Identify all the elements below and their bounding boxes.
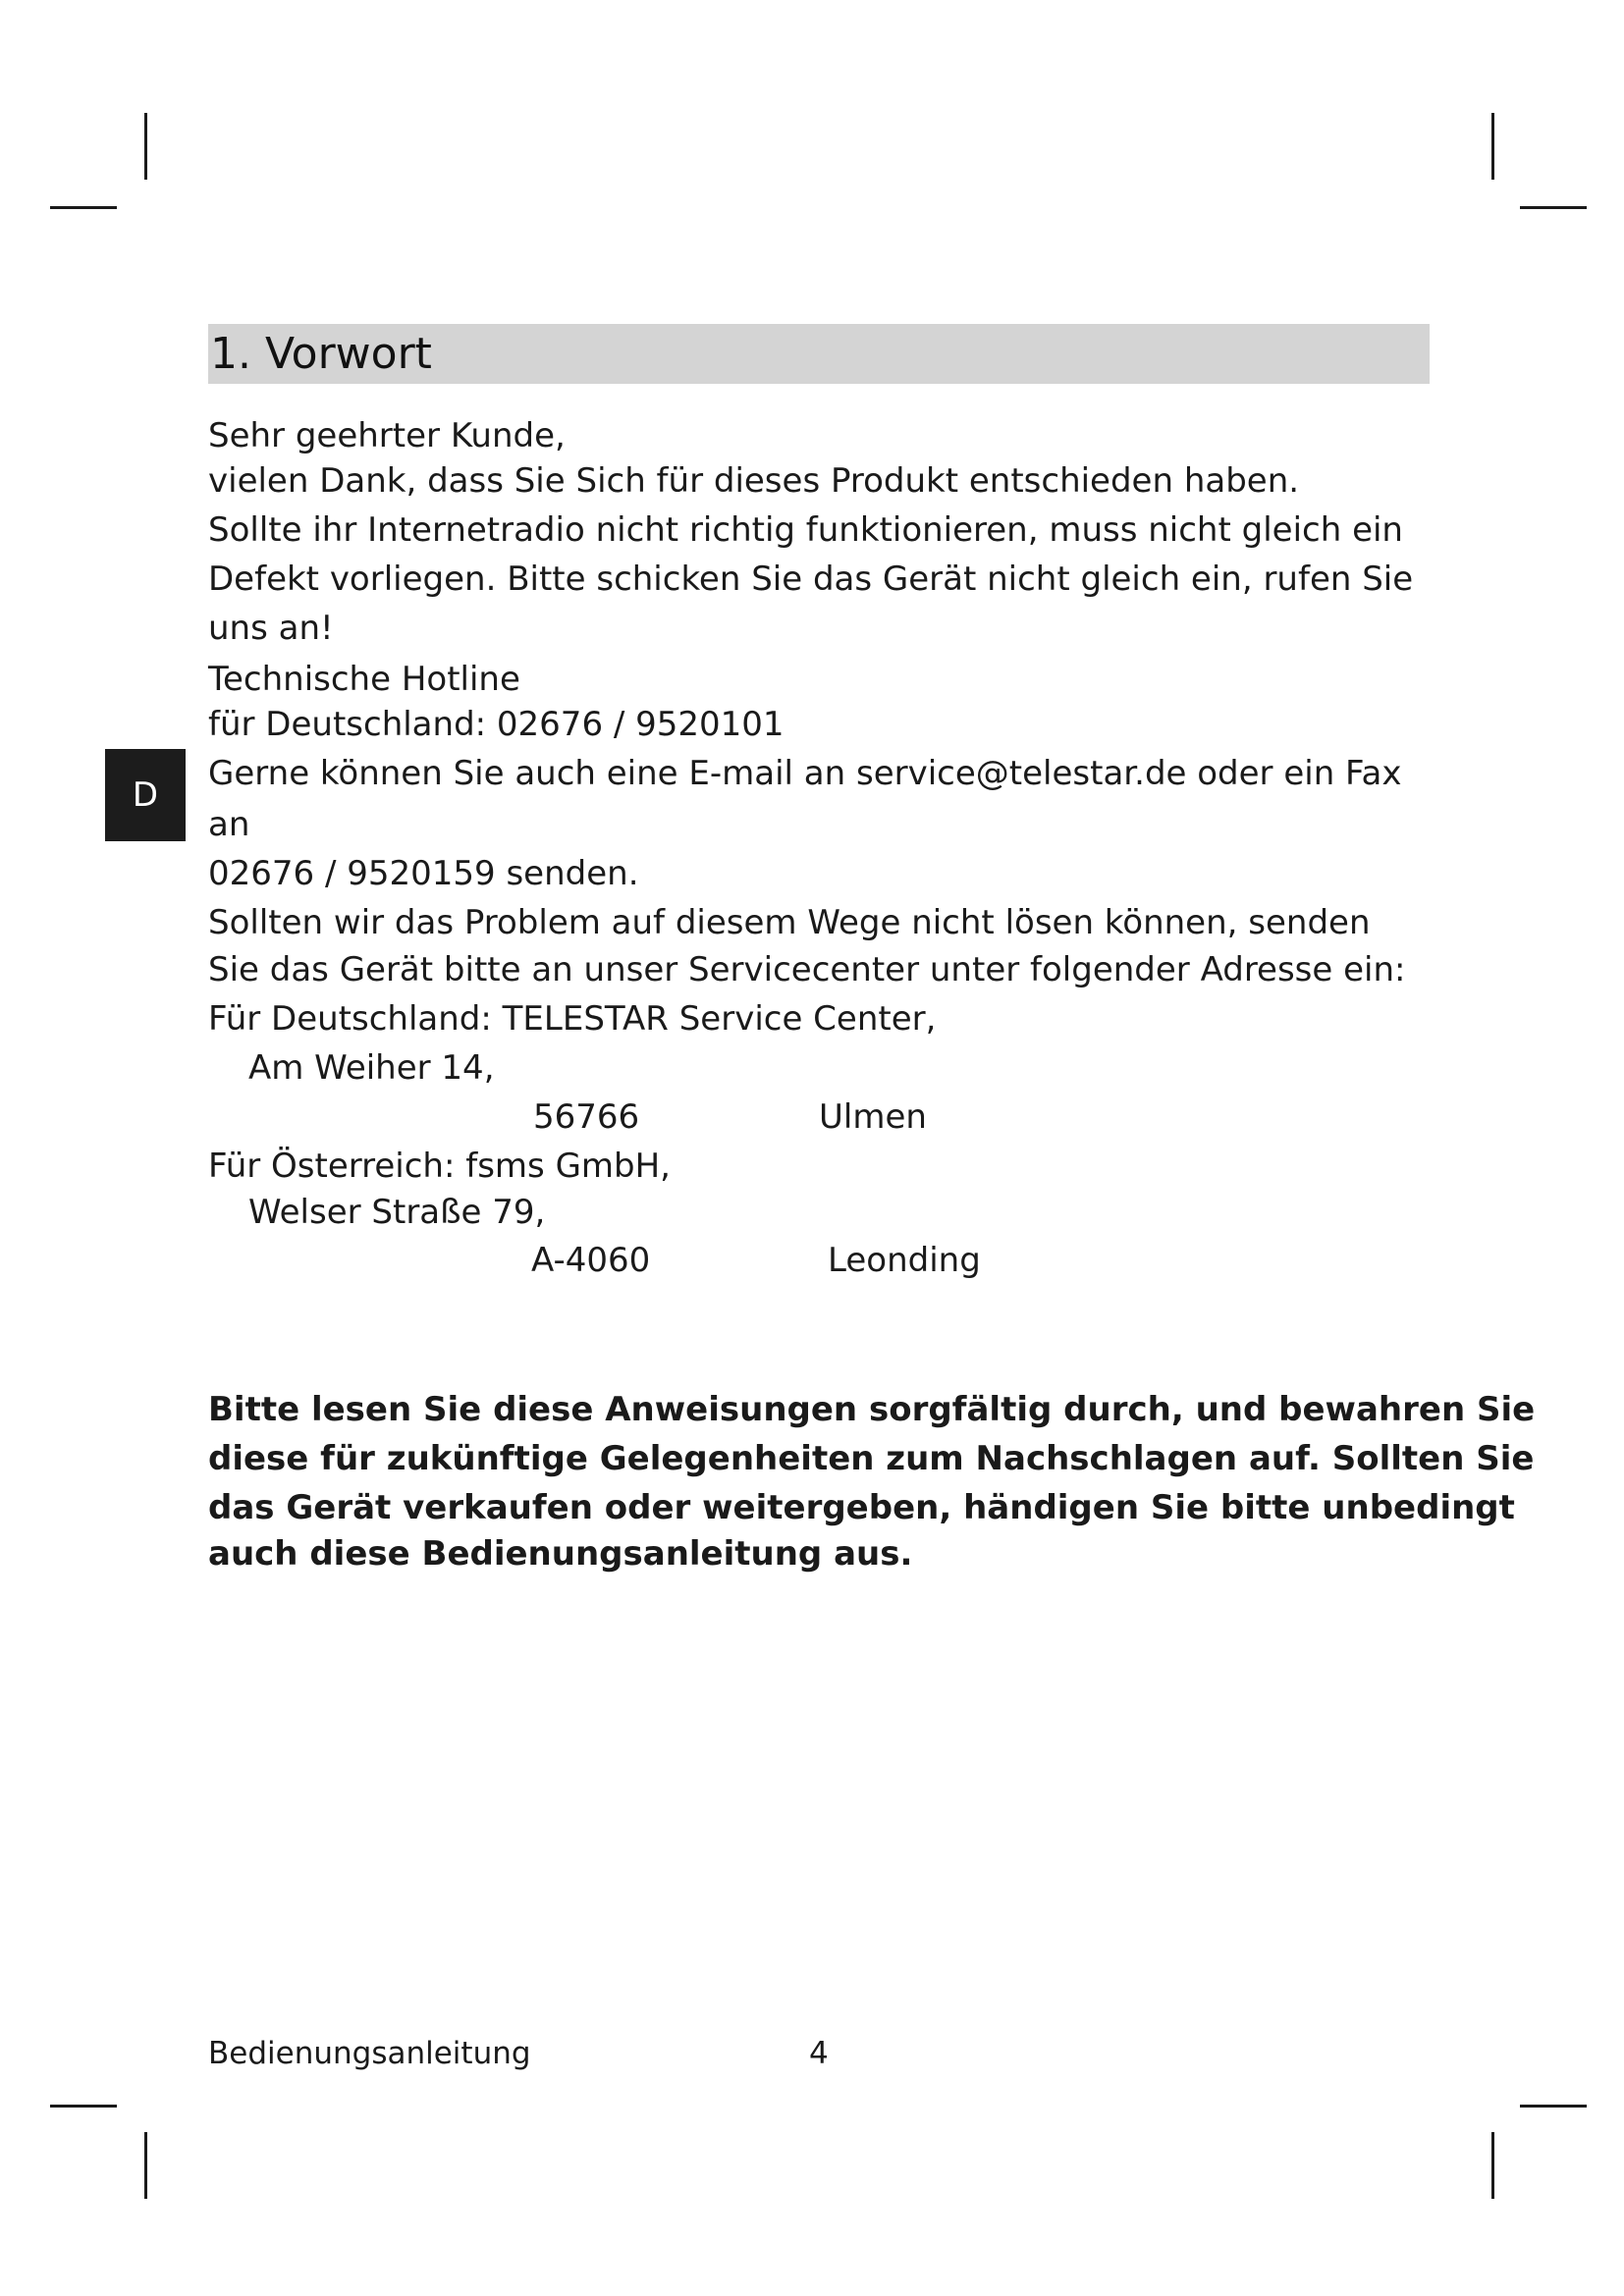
address-de-zip: 56766 <box>533 1097 640 1137</box>
notice-line: das Gerät verkaufen oder weitergeben, händigen Sie bitte unbedingt <box>208 1488 1515 1527</box>
address-at-street: Welser Straße 79, <box>248 1193 546 1232</box>
section-heading: 1. Vorwort <box>210 329 432 379</box>
crop-mark <box>50 2105 117 2108</box>
notice-line: auch diese Bedienungsanleitung aus. <box>208 1534 913 1574</box>
address-at-city: Leonding <box>828 1241 981 1280</box>
body-line: uns an! <box>208 609 334 648</box>
crop-mark <box>144 2132 147 2199</box>
footer-title: Bedienungsanleitung <box>208 2036 531 2071</box>
address-de-street: Am Weiher 14, <box>248 1048 495 1088</box>
body-line: Sehr geehrter Kunde, <box>208 416 566 455</box>
body-line: Sollte ihr Internetradio nicht richtig funktionieren, muss nicht gleich ein <box>208 510 1403 550</box>
body-line: Sollten wir das Problem auf diesem Wege nicht lösen können, senden <box>208 903 1371 942</box>
body-line: 02676 / 9520159 senden. <box>208 854 639 893</box>
body-line: Sie das Gerät bitte an unser Servicecenter unter folgender Adresse ein: <box>208 950 1406 989</box>
crop-mark <box>144 113 147 180</box>
notice-line: Bitte lesen Sie diese Anweisungen sorgfältig durch, und bewahren Sie <box>208 1390 1536 1429</box>
crop-mark <box>1491 113 1494 180</box>
body-line: Gerne können Sie auch eine E-mail an service@telestar.de oder ein Fax <box>208 754 1402 793</box>
crop-mark <box>50 206 117 209</box>
page-number: 4 <box>809 2036 829 2071</box>
body-line: an <box>208 805 250 844</box>
body-line: Für Deutschland: TELESTAR Service Center, <box>208 999 937 1039</box>
language-tab: D <box>105 749 186 841</box>
crop-mark <box>1520 2105 1587 2108</box>
notice-line: diese für zukünftige Gelegenheiten zum Nachschlagen auf. Sollten Sie <box>208 1439 1535 1478</box>
crop-mark <box>1491 2132 1494 2199</box>
body-line: für Deutschland: 02676 / 9520101 <box>208 705 785 744</box>
address-at-label: Für Österreich: fsms GmbH, <box>208 1147 671 1186</box>
address-at-zip: A-4060 <box>531 1241 651 1280</box>
body-line: Technische Hotline <box>208 660 520 699</box>
address-de-city: Ulmen <box>819 1097 927 1137</box>
crop-mark <box>1520 206 1587 209</box>
body-line: Defekt vorliegen. Bitte schicken Sie das Gerät nicht gleich ein, rufen Sie <box>208 560 1414 599</box>
body-line: vielen Dank, dass Sie Sich für dieses Produkt entschieden haben. <box>208 461 1300 501</box>
